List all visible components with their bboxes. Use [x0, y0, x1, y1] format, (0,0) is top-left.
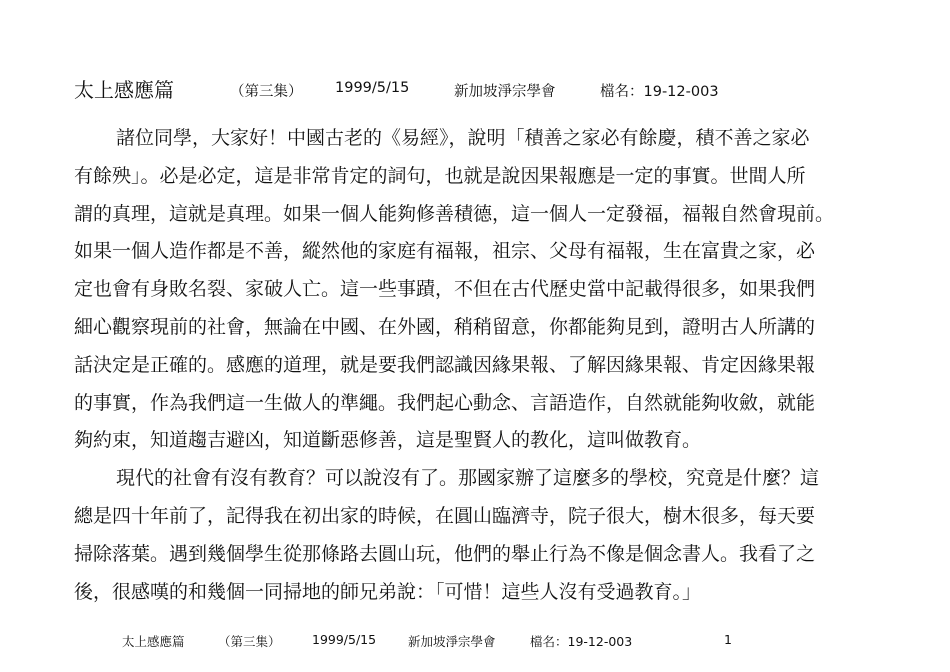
footer-episode: （第三集） [218, 634, 281, 649]
paragraph-2-line-4: 後，很感嘆的和幾個一同掃地的師兄弟說：「可惜！這些人沒有受過教育。」 [74, 580, 702, 603]
document-title: 太上感應篇 [74, 78, 174, 102]
paragraph-2-line-3: 掃除落葉。遇到幾個學生從那條路去圓山玩，他們的舉止行為不像是個念書人。我看了之 [74, 542, 816, 565]
paragraph-1-line-4: 如果一個人造作都是不善，縱然他的家庭有福報，祖宗、父母有福報，生在富貴之家，必 [74, 240, 816, 263]
footer-date: 1999/5/15 [312, 632, 377, 647]
paragraph-1-line-6: 細心觀察現前的社會，無論在中國、在外國，稍稍留意，你都能夠見到，證明古人所講的 [74, 315, 816, 338]
page-number: 1 [724, 632, 732, 647]
paragraph-1-line-5: 定也會有身敗名裂、家破人亡。這一些事蹟，不但在古代歷史當中記載得很多，如果我們 [74, 278, 816, 301]
body-text [74, 120, 904, 611]
paragraph-1-line-1: 諸位同學，大家好！中國古老的《易經》，說明「積善之家必有餘慶，積不善之家必 [116, 127, 810, 149]
file-label: 檔名：19-12-003 [600, 84, 719, 100]
paragraph-2-line-1: 現代的社會有沒有教育？可以說沒有了。那國家辦了這麼多的學校，究竟是什麼？這 [116, 467, 820, 490]
footer-venue: 新加坡淨宗學會 [408, 634, 496, 649]
footer-file: 檔名：19-12-003 [530, 634, 633, 649]
paragraph-1-line-8: 的事實，作為我們這一生做人的準繩。我們起心動念、言語造作，自然就能夠收斂，就能 [74, 391, 816, 414]
date-label: 1999/5/15 [335, 80, 410, 96]
paragraph-1-line-3: 謂的真理，這就是真理。如果一個人能夠修善積德，這一個人一定發福，福報自然會現前。 [74, 202, 835, 225]
venue-label: 新加坡淨宗學會 [454, 84, 556, 100]
footer-title: 太上感應篇 [122, 634, 185, 649]
paragraph-1-line-7: 話決定是正確的。感應的道理，就是要我們認識因緣果報、了解因緣果報、肯定因緣果報 [74, 353, 816, 376]
episode-label: （第三集） [230, 84, 303, 100]
paragraph-1-line-9: 夠約束，知道趨吉避凶，知道斷惡修善，這是聖賢人的教化，這叫做教育。 [74, 429, 702, 452]
paragraph-2-line-2: 總是四十年前了，記得我在初出家的時候，在圓山臨濟寺，院子很大，樹木很多，每天要 [74, 504, 816, 527]
paragraph-1-line-2: 有餘殃」。必是必定，這是非常肯定的詞句，也就是說因果報應是一定的事實。世間人所 [74, 164, 806, 187]
